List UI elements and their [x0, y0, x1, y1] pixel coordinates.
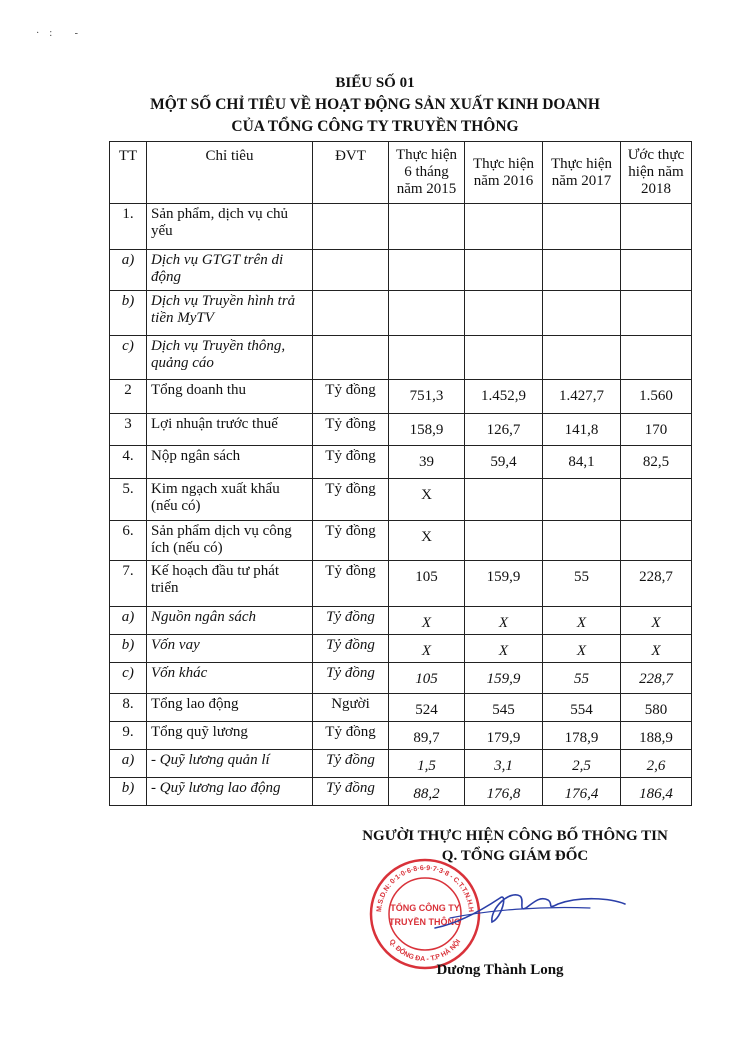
value-2018: 82,5 [621, 446, 692, 479]
value-2017 [543, 479, 621, 521]
row-number: 5. [110, 479, 147, 521]
indicator-name: Tổng quỹ lương [147, 722, 313, 750]
unit-cell: Người [313, 694, 389, 722]
value-2016: 545 [465, 694, 543, 722]
table-row [110, 380, 692, 414]
unit-cell: Tỷ đồng [313, 635, 389, 663]
unit-cell: Tỷ đồng [313, 750, 389, 778]
value-2017 [543, 336, 621, 380]
value-2015: X [389, 635, 465, 663]
header-2015: Thực hiện 6 tháng năm 2015 [389, 142, 465, 204]
document-subtitle: CỦA TỔNG CÔNG TY TRUYỀN THÔNG [231, 118, 519, 135]
indicators-table [109, 141, 692, 806]
document-title: MỘT SỐ CHỈ TIÊU VỀ HOẠT ĐỘNG SẢN XUẤT KINH DOANH [150, 96, 600, 113]
value-2016: 179,9 [465, 722, 543, 750]
table-row [110, 635, 692, 663]
table-row [110, 479, 692, 521]
value-2018 [621, 250, 692, 291]
value-2017 [543, 250, 621, 291]
value-2018: 580 [621, 694, 692, 722]
value-2018 [621, 521, 692, 561]
value-2015: 105 [389, 561, 465, 607]
value-2017: X [543, 635, 621, 663]
value-2018: 1.560 [621, 380, 692, 414]
table-row [110, 446, 692, 479]
value-2017: 2,5 [543, 750, 621, 778]
value-2017: X [543, 607, 621, 635]
value-2016: X [465, 607, 543, 635]
row-number: 7. [110, 561, 147, 607]
value-2018 [621, 336, 692, 380]
value-2016: 3,1 [465, 750, 543, 778]
value-2016: 1.452,9 [465, 380, 543, 414]
row-number: b) [110, 778, 147, 806]
table-row [110, 750, 692, 778]
value-2015 [389, 291, 465, 336]
indicator-name: Tổng doanh thu [147, 380, 313, 414]
value-2018: 2,6 [621, 750, 692, 778]
unit-cell: Tỷ đồng [313, 414, 389, 446]
row-number: 9. [110, 722, 147, 750]
unit-cell: Tỷ đồng [313, 561, 389, 607]
header-tt: TT [110, 142, 147, 204]
svg-text:Q. ĐỐNG ĐA - T.P HÀ NỘI: Q. ĐỐNG ĐA - T.P HÀ NỘI [387, 938, 463, 964]
table-row [110, 414, 692, 446]
table-row [110, 204, 692, 250]
header-2018: Ước thực hiện năm 2018 [621, 142, 692, 204]
value-2015: X [389, 607, 465, 635]
row-number: 6. [110, 521, 147, 561]
signer-name: Dương Thành Long [436, 962, 564, 978]
row-number: 4. [110, 446, 147, 479]
value-2017 [543, 521, 621, 561]
value-2018: 188,9 [621, 722, 692, 750]
signer-title: NGƯỜI THỰC HIỆN CÔNG BỐ THÔNG TIN [362, 828, 668, 844]
value-2017: 178,9 [543, 722, 621, 750]
table-row [110, 336, 692, 380]
header-indicator: Chỉ tiêu [147, 142, 313, 204]
value-2016 [465, 336, 543, 380]
value-2016: 159,9 [465, 663, 543, 694]
row-number: a) [110, 750, 147, 778]
svg-text:TỔNG CÔNG TY: TỔNG CÔNG TY [390, 903, 460, 913]
value-2018: X [621, 635, 692, 663]
value-2015 [389, 336, 465, 380]
form-number: BIỂU SỐ 01 [335, 75, 415, 91]
row-number: b) [110, 635, 147, 663]
value-2016: X [465, 635, 543, 663]
value-2015: 105 [389, 663, 465, 694]
table-row [110, 722, 692, 750]
unit-cell: Tỷ đồng [313, 479, 389, 521]
row-number: b) [110, 291, 147, 336]
value-2017: 84,1 [543, 446, 621, 479]
svg-text:TRUYỀN THÔNG: TRUYỀN THÔNG [389, 917, 461, 927]
value-2016 [465, 291, 543, 336]
value-2018: 228,7 [621, 561, 692, 607]
unit-cell: Tỷ đồng [313, 663, 389, 694]
value-2016: 59,4 [465, 446, 543, 479]
indicator-name: Lợi nhuận trước thuế [147, 414, 313, 446]
handwritten-signature [430, 878, 630, 938]
header-2017: Thực hiện năm 2017 [543, 142, 621, 204]
unit-cell: Tỷ đồng [313, 446, 389, 479]
indicator-name: Vốn vay [147, 635, 313, 663]
indicator-name: Nộp ngân sách [147, 446, 313, 479]
indicator-name: Kim ngạch xuất khẩu (nếu có) [147, 479, 313, 521]
row-number: 2 [110, 380, 147, 414]
unit-cell: Tỷ đồng [313, 607, 389, 635]
value-2018: 186,4 [621, 778, 692, 806]
value-2016 [465, 250, 543, 291]
value-2018 [621, 479, 692, 521]
indicator-name: Dịch vụ GTGT trên di động [147, 250, 313, 291]
table-header-row [110, 142, 692, 204]
table-row [110, 250, 692, 291]
unit-cell [313, 291, 389, 336]
value-2016: 176,8 [465, 778, 543, 806]
unit-cell [313, 250, 389, 291]
value-2016 [465, 521, 543, 561]
indicator-name: Dịch vụ Truyền thông, quảng cáo [147, 336, 313, 380]
row-number: a) [110, 250, 147, 291]
value-2016: 159,9 [465, 561, 543, 607]
value-2018 [621, 291, 692, 336]
row-number: 1. [110, 204, 147, 250]
table-row [110, 778, 692, 806]
indicator-name: Sản phẩm dịch vụ công ích (nếu có) [147, 521, 313, 561]
value-2018 [621, 204, 692, 250]
table-row [110, 521, 692, 561]
indicator-name: Dịch vụ Truyền hình trả tiền MyTV [147, 291, 313, 336]
indicator-name: Kế hoạch đầu tư phát triển [147, 561, 313, 607]
value-2018: X [621, 607, 692, 635]
row-number: c) [110, 336, 147, 380]
table-body [110, 204, 692, 806]
value-2016 [465, 479, 543, 521]
unit-cell: Tỷ đồng [313, 380, 389, 414]
unit-cell [313, 204, 389, 250]
value-2015: 39 [389, 446, 465, 479]
unit-cell: Tỷ đồng [313, 722, 389, 750]
value-2017 [543, 204, 621, 250]
value-2015: 88,2 [389, 778, 465, 806]
value-2017: 1.427,7 [543, 380, 621, 414]
indicator-name: - Quỹ lương lao động [147, 778, 313, 806]
table-row [110, 694, 692, 722]
indicator-name: Tổng lao động [147, 694, 313, 722]
value-2015: 524 [389, 694, 465, 722]
value-2015: 751,3 [389, 380, 465, 414]
value-2016 [465, 204, 543, 250]
value-2016: 126,7 [465, 414, 543, 446]
table-row [110, 663, 692, 694]
value-2018: 228,7 [621, 663, 692, 694]
indicator-name: Sản phẩm, dịch vụ chủ yếu [147, 204, 313, 250]
value-2017: 141,8 [543, 414, 621, 446]
indicator-name: Nguồn ngân sách [147, 607, 313, 635]
scan-specks: ·: - [36, 28, 88, 39]
value-2018: 170 [621, 414, 692, 446]
value-2015: 89,7 [389, 722, 465, 750]
svg-text:M.S.D.N: 0·1·0·6·8·6·9·7·3·8 -: M.S.D.N: 0·1·0·6·8·6·9·7·3·8 - C.T.T.N.H.H [375, 864, 475, 913]
value-2015 [389, 250, 465, 291]
value-2015: 1,5 [389, 750, 465, 778]
row-number: 3 [110, 414, 147, 446]
signer-position: Q. TỔNG GIÁM ĐỐC [441, 848, 589, 864]
value-2017: 55 [543, 663, 621, 694]
value-2015: X [389, 521, 465, 561]
value-2017: 55 [543, 561, 621, 607]
unit-cell: Tỷ đồng [313, 521, 389, 561]
indicator-name: - Quỹ lương quản lí [147, 750, 313, 778]
value-2017: 176,4 [543, 778, 621, 806]
row-number: a) [110, 607, 147, 635]
value-2015: 158,9 [389, 414, 465, 446]
indicator-name: Vốn khác [147, 663, 313, 694]
row-number: 8. [110, 694, 147, 722]
table-row [110, 607, 692, 635]
value-2015: X [389, 479, 465, 521]
value-2015 [389, 204, 465, 250]
row-number: c) [110, 663, 147, 694]
unit-cell [313, 336, 389, 380]
table-row [110, 561, 692, 607]
header-unit: ĐVT [313, 142, 389, 204]
header-2016: Thực hiện năm 2016 [465, 142, 543, 204]
value-2017 [543, 291, 621, 336]
unit-cell: Tỷ đồng [313, 778, 389, 806]
value-2017: 554 [543, 694, 621, 722]
table-row [110, 291, 692, 336]
